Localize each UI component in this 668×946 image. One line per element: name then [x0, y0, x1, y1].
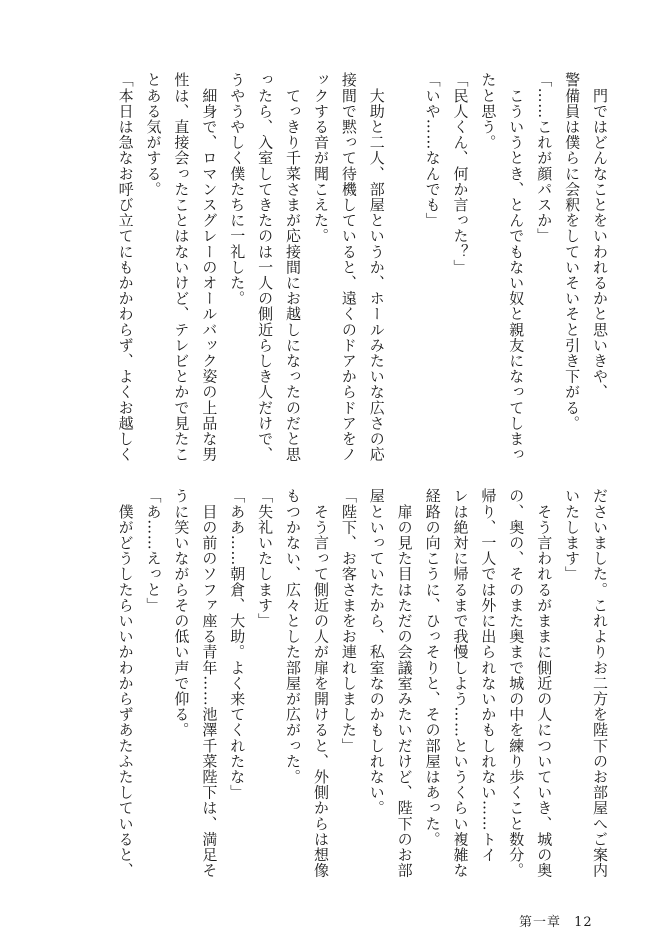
text-line: こういうとき、とんでもない奴と親友になってしまっ	[507, 72, 526, 462]
text-line: 「ああ……朝倉、大助。よく来てくれたな」	[228, 488, 247, 800]
text-line: の、奥の、そのまた奥まで城の中を練り歩くこと数分。	[507, 488, 526, 878]
text-line: たと思う。	[479, 72, 498, 150]
text-line: そう言われるがままに側近の人についていき、城の奥	[535, 488, 554, 878]
text-line: 「民人くん、何か言った？」	[451, 72, 470, 275]
text-line: うやうやしく僕たちに一礼した。	[228, 72, 247, 306]
upper-text-block	[109, 72, 613, 472]
text-line: 経路の向こうに、ひっそりと、その部屋はあった。	[423, 488, 442, 847]
text-line: とある気がする。	[144, 72, 163, 197]
text-line: ックする音が聞こえた。	[311, 72, 330, 244]
text-line: 屋といっていたから、私室なのかもしれない。	[367, 488, 386, 816]
chapter-label: 第一章	[519, 915, 562, 930]
text-line: 性は、直接会ったことはないけど、テレビとかで見たこ	[172, 72, 191, 462]
text-line: いたします」	[563, 488, 582, 582]
page-number: 12	[574, 915, 593, 930]
text-line: 目の前のソファ座る青年……池澤千菜陛下は、満足そ	[200, 488, 219, 878]
text-line: ったら、入室してきたのは一人の側近らしき人だけで、	[256, 72, 275, 462]
text-line: 門ではどんなことをいわれるかと思いきや、	[591, 72, 609, 400]
text-line: 「本日は急なお呼び立てにもかかわらず、よくお越しく	[116, 72, 135, 462]
text-line: 「いや……なんでも」	[423, 72, 442, 228]
text-line: 「あ……えっと」	[144, 488, 163, 613]
text-line	[390, 72, 418, 472]
text-line: 扉の見た目はただの会議室みたいだけど、陛下のお部	[395, 488, 414, 878]
text-line: 「……これが顔パスか」	[535, 72, 554, 244]
text-line: 「失礼いたします」	[256, 488, 275, 629]
lower-text-block	[109, 488, 613, 888]
text-line: もつかない、広々とした部屋が広がった。	[284, 488, 303, 785]
text-line: 大助と二人、部屋というか、ホールみたいな広さの応	[367, 72, 386, 462]
page-footer	[519, 911, 593, 930]
text-line: ださいました。これよりお二方を陛下のお部屋へご案内	[591, 488, 609, 878]
text-line: 細身で、ロマンスグレーのオールバック姿の上品な男	[200, 72, 219, 462]
text-line: レは絶対に帰るまで我慢しよう……というくらい複雑な	[451, 488, 470, 878]
text-line: 「陛下、お客さまをお連れしました」	[339, 488, 358, 754]
text-line: 帰り、一人では外に出られないかもしれない……トイ	[479, 488, 498, 863]
text-line: 接間で黙って待機していると、遠くのドアからドアをノ	[339, 72, 358, 462]
text-line: 警備員は僕らに会釈をしていそいそと引き下がる。	[563, 72, 582, 431]
text-line: てっきり千菜さまが応接間にお越しになったのだと思	[284, 72, 303, 462]
text-line: そう言って側近の人が扉を開けると、外側からは想像	[311, 488, 330, 878]
text-line: うに笑いながらその低い声で仰る。	[172, 488, 191, 738]
text-line: 僕がどうしたらいいかわからずあたふたしていると、	[116, 488, 135, 878]
